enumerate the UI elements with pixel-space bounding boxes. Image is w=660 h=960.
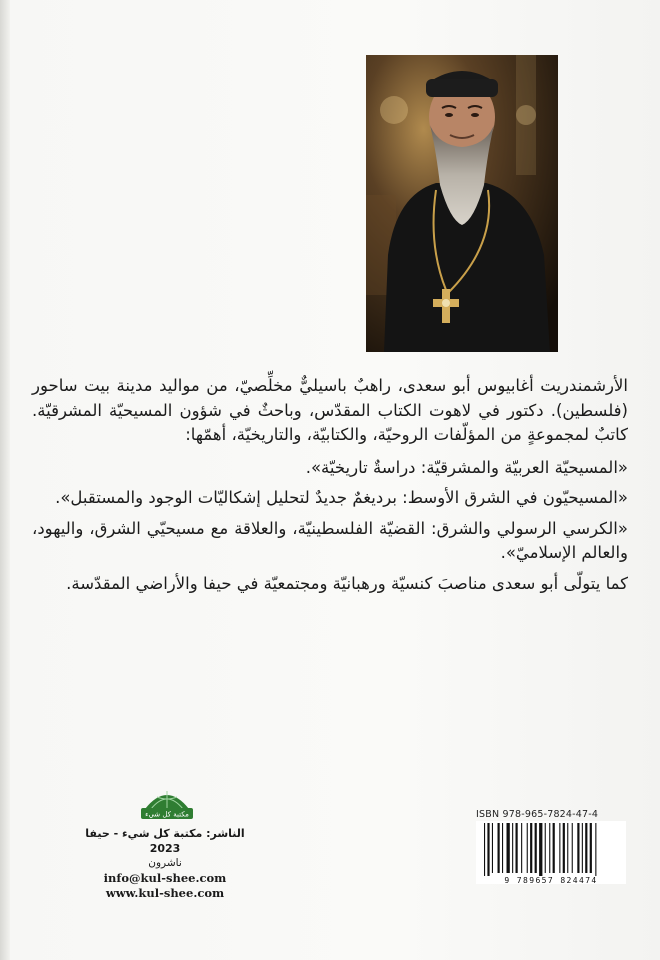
barcode-bar — [527, 823, 528, 873]
spine-edge — [0, 0, 10, 960]
barcode-bar — [545, 823, 546, 873]
barcode-bar — [563, 823, 565, 873]
publisher-info — [70, 826, 260, 901]
barcode-bar — [535, 823, 537, 873]
publisher-email: info@kul-shee.com — [103, 871, 227, 885]
barcode-number: 9 789657 824474 — [504, 876, 598, 885]
barcode-bar — [595, 823, 596, 876]
barcode-bar — [487, 823, 489, 876]
barcode-bar — [502, 823, 503, 873]
barcode-bar — [582, 823, 583, 873]
isbn-barcode — [476, 821, 626, 884]
author-photo — [366, 55, 558, 352]
barcode-bar — [577, 823, 579, 873]
book-title: «الكرسي الرسولي والشرق: القضيّة الفلسطينيّة، والعلاقة مع مسيحيّي الشرق، واليهود، والعالم الإسلاميّ». — [32, 518, 628, 562]
barcode-bar — [585, 823, 587, 873]
barcode-bar — [530, 823, 532, 873]
barcode-bar — [559, 823, 560, 873]
barcode-bar — [539, 823, 542, 876]
publisher-website: www.kul-shee.com — [105, 886, 225, 900]
author-bio — [32, 374, 628, 604]
barcode-bar — [512, 823, 513, 873]
barcode-bar — [521, 823, 522, 873]
logo-text: مكتبة كل شيء — [145, 810, 189, 819]
isbn-label: ISBN 978-965-7824-47-4 — [476, 809, 599, 820]
barcode-bar — [507, 823, 510, 873]
barcode-bar — [572, 823, 573, 873]
publisher-logo — [139, 787, 195, 821]
barcode-bar — [484, 823, 485, 876]
book-title: «المسيحيّة العربيّة والمشرقيّة: دراسةٌ تاريخيّة». — [305, 457, 628, 477]
book-title: «المسيحيّون في الشرق الأوسط: برديغمٌ جديدٌ لتحليل إشكاليّات الوجود والمستقبل». — [55, 488, 628, 507]
publisher-line: الناشر: مكتبة كل شيء - حيفا 2023 — [85, 827, 245, 855]
barcode-bar — [567, 823, 568, 873]
barcode-bar — [498, 823, 500, 873]
barcode-bar — [549, 823, 550, 873]
bio-paragraph: كما يتولّى أبو سعدى مناصبَ كنسيّة ورهبانيّة ومجتمعيّة في حيفا والأراضي المقدّسة. — [66, 573, 628, 593]
bio-paragraph: الأرشمندريت أغابيوس أبو سعدى، راهبٌ باسيليٌّ مخلِّصيّ، من مواليد مدينة بيت ساحور (فلسطين). دكتور في لاهوت الكتاب المقدّس، وباحثٌ في شؤون المسيحيّة المشرقيّة. كاتبٌ لمجموعةٍ من المؤلّفات الروحيّة، والكتابيّة، والتاريخيّة، أهمّها: — [32, 376, 628, 444]
barcode-bar — [516, 823, 518, 873]
publisher-type: ناشرون — [148, 857, 182, 869]
barcode-bar — [553, 823, 555, 873]
barcode-bar — [492, 823, 493, 873]
barcode-bar — [590, 823, 592, 873]
